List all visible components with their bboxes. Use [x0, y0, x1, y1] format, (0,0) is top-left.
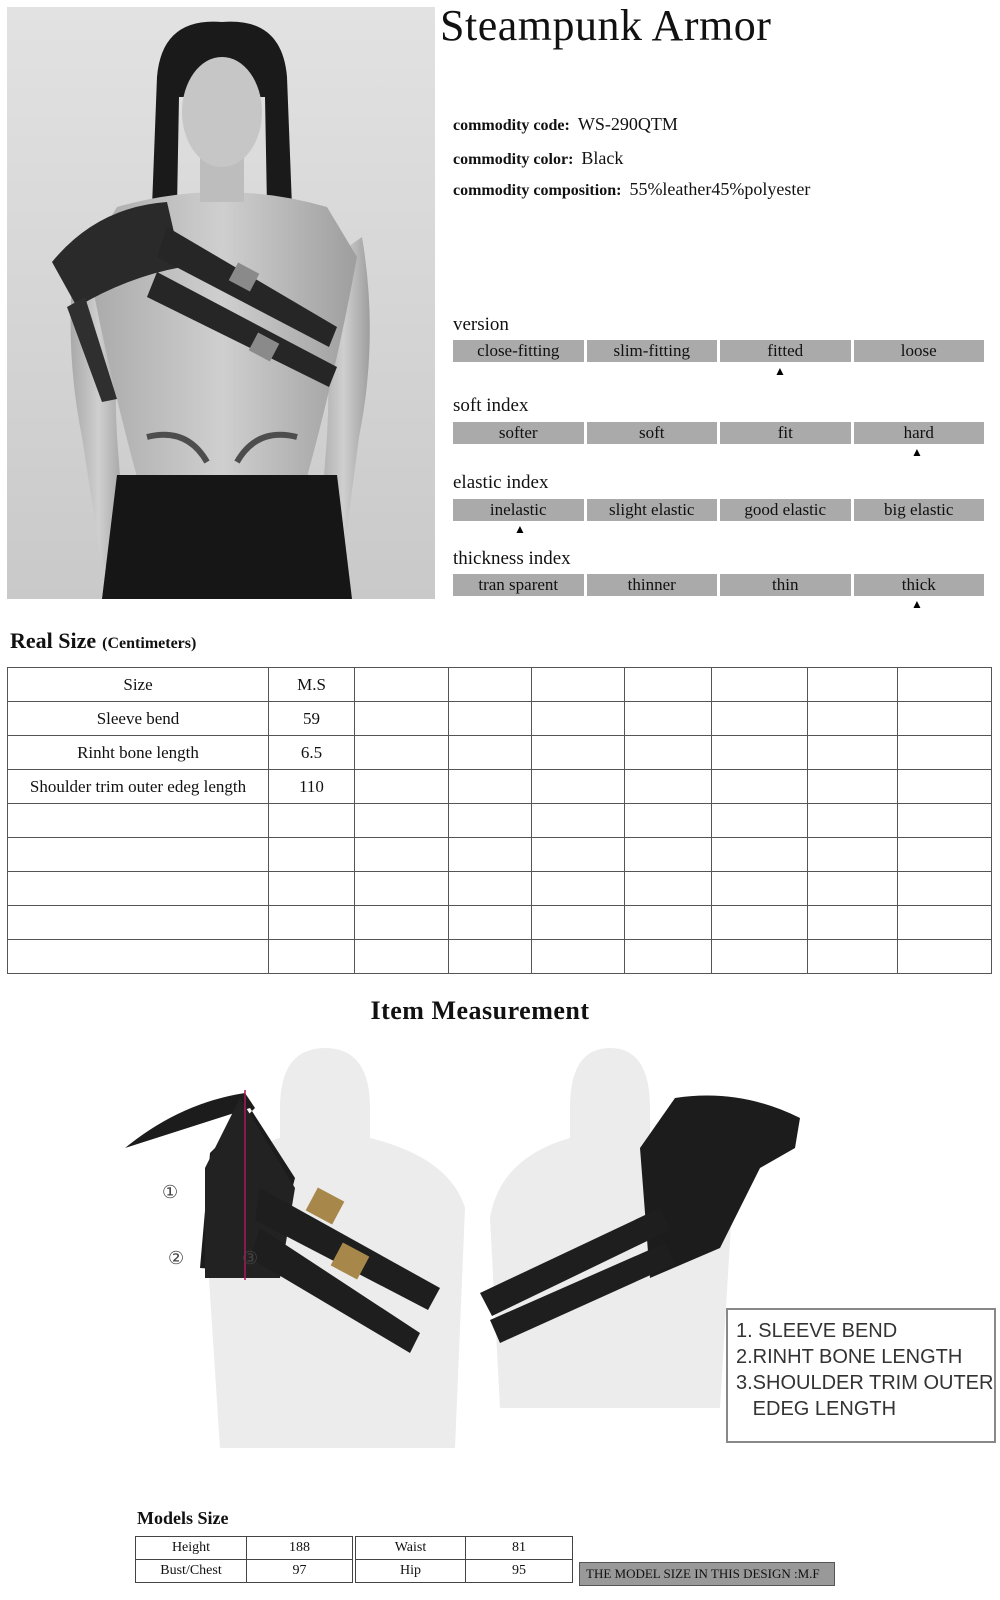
- table-cell: [449, 838, 532, 872]
- thickness-index-option: thin: [720, 574, 851, 596]
- table-row: [8, 804, 992, 838]
- table-cell: [269, 804, 355, 838]
- table-cell: [355, 872, 449, 906]
- model-measure-value: 188: [247, 1537, 353, 1560]
- table-cell: 110: [269, 770, 355, 804]
- product-title: Steampunk Armor: [440, 1, 772, 50]
- table-cell: [898, 668, 992, 702]
- item-measurement-title: Item Measurement: [370, 996, 590, 1025]
- commodity-composition-value: 55%leather45%polyester: [629, 179, 811, 199]
- commodity-composition-row: [453, 179, 810, 200]
- table-cell: [712, 940, 808, 974]
- version-label: version: [453, 314, 509, 335]
- elastic-index-label: elastic index: [453, 472, 549, 493]
- table-cell: [898, 838, 992, 872]
- table-cell: [355, 770, 449, 804]
- table-cell: [449, 702, 532, 736]
- table-cell: [808, 736, 898, 770]
- table-cell: 59: [269, 702, 355, 736]
- real-size-title: [10, 628, 196, 654]
- table-cell: [712, 736, 808, 770]
- table-cell: [898, 702, 992, 736]
- table-cell: [712, 906, 808, 940]
- soft-index-marker-icon: ▲: [911, 445, 923, 459]
- table-cell: [8, 804, 269, 838]
- soft-index-option: softer: [453, 422, 584, 444]
- table-cell: [532, 702, 625, 736]
- table-cell: [8, 838, 269, 872]
- thickness-index-label: thickness index: [453, 548, 571, 569]
- table-cell: [808, 668, 898, 702]
- model-measure-label: Height: [136, 1537, 247, 1560]
- table-cell: [808, 906, 898, 940]
- thickness-index-option: thinner: [587, 574, 718, 596]
- table-row: [8, 940, 992, 974]
- elastic-index-option: good elastic: [720, 499, 851, 521]
- table-cell: [808, 872, 898, 906]
- table-cell: Rinht bone length: [8, 736, 269, 770]
- table-cell: [625, 770, 712, 804]
- real-size-unit: (Centimeters): [102, 635, 197, 652]
- table-cell: [808, 702, 898, 736]
- table-cell: [269, 838, 355, 872]
- table-cell: [449, 872, 532, 906]
- models-size-title: Models Size: [137, 1508, 229, 1528]
- table-row: [8, 736, 992, 770]
- table-row: [8, 906, 992, 940]
- table-cell: [898, 736, 992, 770]
- table-cell: [355, 906, 449, 940]
- table-cell: [8, 872, 269, 906]
- elastic-index-marker-icon: ▲: [514, 522, 526, 536]
- table-cell: [808, 770, 898, 804]
- table-row: [136, 1537, 353, 1560]
- table-cell: [449, 906, 532, 940]
- measurement-legend: [726, 1308, 996, 1443]
- marker-3: ③: [242, 1248, 259, 1269]
- model-measure-label: Bust/Chest: [136, 1560, 247, 1583]
- table-cell: [625, 804, 712, 838]
- table-row: [356, 1537, 573, 1560]
- table-cell: [712, 702, 808, 736]
- table-cell: [808, 804, 898, 838]
- table-cell: [532, 804, 625, 838]
- table-row: [356, 1560, 573, 1583]
- table-cell: [355, 838, 449, 872]
- table-cell: [449, 940, 532, 974]
- thickness-index-marker-icon: ▲: [911, 597, 923, 611]
- legend-item-sleeve-bend: 1. SLEEVE BEND: [736, 1320, 898, 1342]
- version-option: fitted: [720, 340, 851, 362]
- table-cell: [625, 872, 712, 906]
- table-row: [8, 872, 992, 906]
- table-cell: [532, 906, 625, 940]
- table-cell: [898, 770, 992, 804]
- soft-index-option: soft: [587, 422, 718, 444]
- version-option: slim-fitting: [587, 340, 718, 362]
- table-row: [136, 1560, 353, 1583]
- version-option: close-fitting: [453, 340, 584, 362]
- models-size-table-right: [355, 1536, 573, 1583]
- table-cell: [269, 940, 355, 974]
- real-size-table: [7, 667, 992, 974]
- model-measure-label: Waist: [356, 1537, 466, 1560]
- table-cell: [625, 668, 712, 702]
- table-cell: Sleeve bend: [8, 702, 269, 736]
- table-cell: [712, 668, 808, 702]
- model-measure-value: 81: [466, 1537, 573, 1560]
- table-cell: [898, 872, 992, 906]
- commodity-color-label: commodity color:: [453, 151, 574, 168]
- model-size-note: THE MODEL SIZE IN THIS DESIGN :M.F: [579, 1562, 835, 1586]
- commodity-color-value: Black: [581, 148, 624, 168]
- table-cell: [532, 736, 625, 770]
- table-row: [8, 770, 992, 804]
- table-cell: [712, 838, 808, 872]
- commodity-color-row: [453, 148, 623, 169]
- legend-item-rinht-bone-length: 2.RINHT BONE LENGTH: [736, 1346, 963, 1368]
- marker-2: ②: [168, 1248, 185, 1269]
- table-row: [8, 838, 992, 872]
- legend-item-shoulder-trim-cont: EDEG LENGTH: [736, 1398, 897, 1420]
- table-cell: [532, 872, 625, 906]
- table-row: [8, 668, 992, 702]
- models-size-table-left: [135, 1536, 353, 1583]
- table-cell: [898, 906, 992, 940]
- table-cell: Shoulder trim outer edeg length: [8, 770, 269, 804]
- commodity-code-label: commodity code:: [453, 117, 570, 134]
- table-cell: [625, 940, 712, 974]
- table-cell: [898, 804, 992, 838]
- table-cell: [712, 872, 808, 906]
- table-cell: [625, 906, 712, 940]
- table-cell: [8, 906, 269, 940]
- soft-index-option: fit: [720, 422, 851, 444]
- table-cell: [898, 940, 992, 974]
- elastic-index-scale: [453, 499, 984, 521]
- table-cell: 6.5: [269, 736, 355, 770]
- commodity-code-value: WS-290QTM: [577, 114, 678, 134]
- table-cell: [625, 736, 712, 770]
- table-cell: [712, 770, 808, 804]
- table-cell: [355, 668, 449, 702]
- version-option: loose: [854, 340, 985, 362]
- soft-index-label: soft index: [453, 395, 529, 416]
- table-cell: [532, 770, 625, 804]
- table-cell: [269, 872, 355, 906]
- table-row: [8, 702, 992, 736]
- table-cell: [8, 940, 269, 974]
- model-measure-label: Hip: [356, 1560, 466, 1583]
- commodity-code-row: [453, 114, 678, 135]
- marker-1: ①: [162, 1182, 179, 1203]
- table-cell: [712, 804, 808, 838]
- table-cell: [449, 736, 532, 770]
- soft-index-scale: [453, 422, 984, 444]
- table-cell: Size: [8, 668, 269, 702]
- thickness-index-scale: [453, 574, 984, 596]
- table-cell: [449, 804, 532, 838]
- elastic-index-option: inelastic: [453, 499, 584, 521]
- real-size-heading: Real Size: [10, 628, 97, 653]
- soft-index-option: hard: [854, 422, 985, 444]
- version-marker-icon: ▲: [774, 364, 786, 378]
- version-scale: [453, 340, 984, 362]
- commodity-composition-label: commodity composition:: [453, 182, 622, 199]
- table-cell: M.S: [269, 668, 355, 702]
- table-cell: [355, 804, 449, 838]
- table-cell: [625, 702, 712, 736]
- table-cell: [532, 838, 625, 872]
- elastic-index-option: big elastic: [854, 499, 985, 521]
- table-cell: [808, 838, 898, 872]
- table-cell: [449, 770, 532, 804]
- legend-item-shoulder-trim: 3.SHOULDER TRIM OUTER: [736, 1372, 994, 1394]
- table-cell: [355, 702, 449, 736]
- thickness-index-option: thick: [854, 574, 985, 596]
- table-cell: [532, 668, 625, 702]
- table-cell: [269, 906, 355, 940]
- model-measure-value: 95: [466, 1560, 573, 1583]
- model-measure-value: 97: [247, 1560, 353, 1583]
- product-photo: [7, 7, 435, 599]
- table-cell: [808, 940, 898, 974]
- table-cell: [532, 940, 625, 974]
- elastic-index-option: slight elastic: [587, 499, 718, 521]
- thickness-index-option: tran sparent: [453, 574, 584, 596]
- table-cell: [625, 838, 712, 872]
- table-cell: [355, 736, 449, 770]
- table-cell: [449, 668, 532, 702]
- table-cell: [355, 940, 449, 974]
